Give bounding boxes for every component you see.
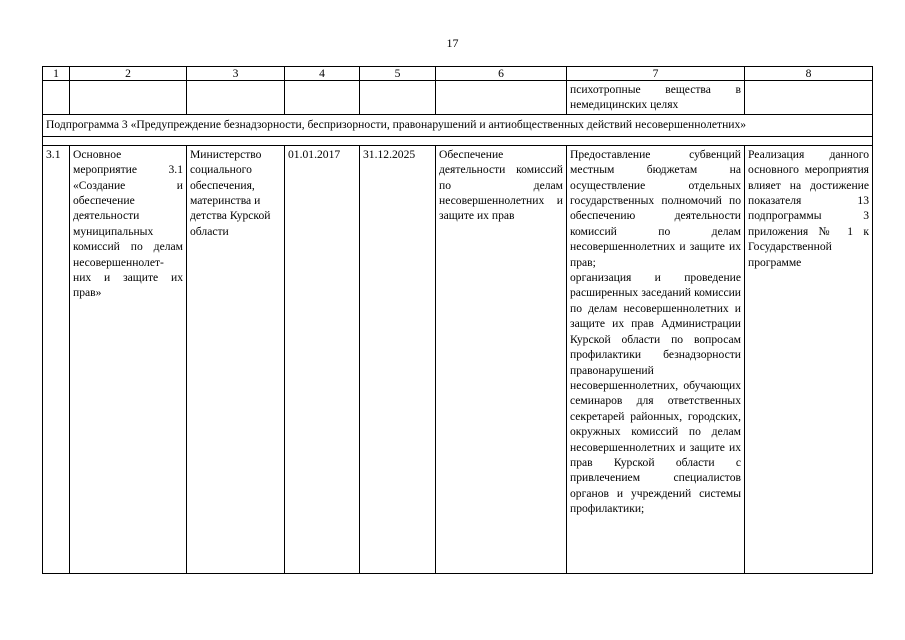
continuation-row <box>43 81 873 115</box>
activity-name: Основное мероприятие 3.1 «Создание и обеспечение деятельности муниципальных комиссий по делам несовершеннолет- них и защите их прав» <box>70 145 187 573</box>
header-cell: 3 <box>187 67 285 81</box>
end-date: 31.12.2025 <box>360 145 436 573</box>
header-cell: 1 <box>43 67 70 81</box>
header-cell: 4 <box>285 67 360 81</box>
table-header-row <box>43 67 873 81</box>
page-number: 17 <box>446 36 459 50</box>
header-cell: 5 <box>360 67 436 81</box>
program-table <box>42 66 873 574</box>
continuation-content-cell: психотропные вещества в немедицинских целях <box>567 81 745 115</box>
table-row <box>43 145 873 573</box>
header-cell: 2 <box>70 67 187 81</box>
expected-result: Обеспечение деятельности комиссий по делам несовершеннолетних и защите их прав <box>436 145 567 573</box>
header-cell: 7 <box>567 67 745 81</box>
indicator-link: Реализация данного основного мероприятия влияет на достижение показателя 13 подпрограммы 3 приложения № 1 к Государственной программе <box>745 145 873 573</box>
header-cell: 8 <box>745 67 873 81</box>
row-number: 3.1 <box>43 145 70 573</box>
activity-content: Предоставление субвенций местным бюджетам на осуществление отдельных государственных полномочий по обеспечению деятельности комиссий по делам несовершеннолетних и защите их прав; организация и проведение расширенных заседаний комиссии по делам несовершеннолетних и защите их прав Администрации Курской области по вопросам профилактики безнадзорности правонарушений несовершеннолетних, обучающих семинаров для ответственных секретарей районных, городских, окружных комиссий по делам несовершеннолетних и защите их прав Курской области с привлечением специалистов органов и учреждений системы профилактики; <box>567 145 745 573</box>
subprogram-title: Подпрограмма 3 «Предупреждение безнадзорности, беспризорности, правонарушений и антиобщественных действий несовершеннолетних» <box>43 114 873 136</box>
executor: Министерство социального обеспечения, материнства и детства Курской области <box>187 145 285 573</box>
spacer-row <box>43 136 873 145</box>
header-cell: 6 <box>436 67 567 81</box>
start-date: 01.01.2017 <box>285 145 360 573</box>
subprogram-title-row <box>43 114 873 136</box>
